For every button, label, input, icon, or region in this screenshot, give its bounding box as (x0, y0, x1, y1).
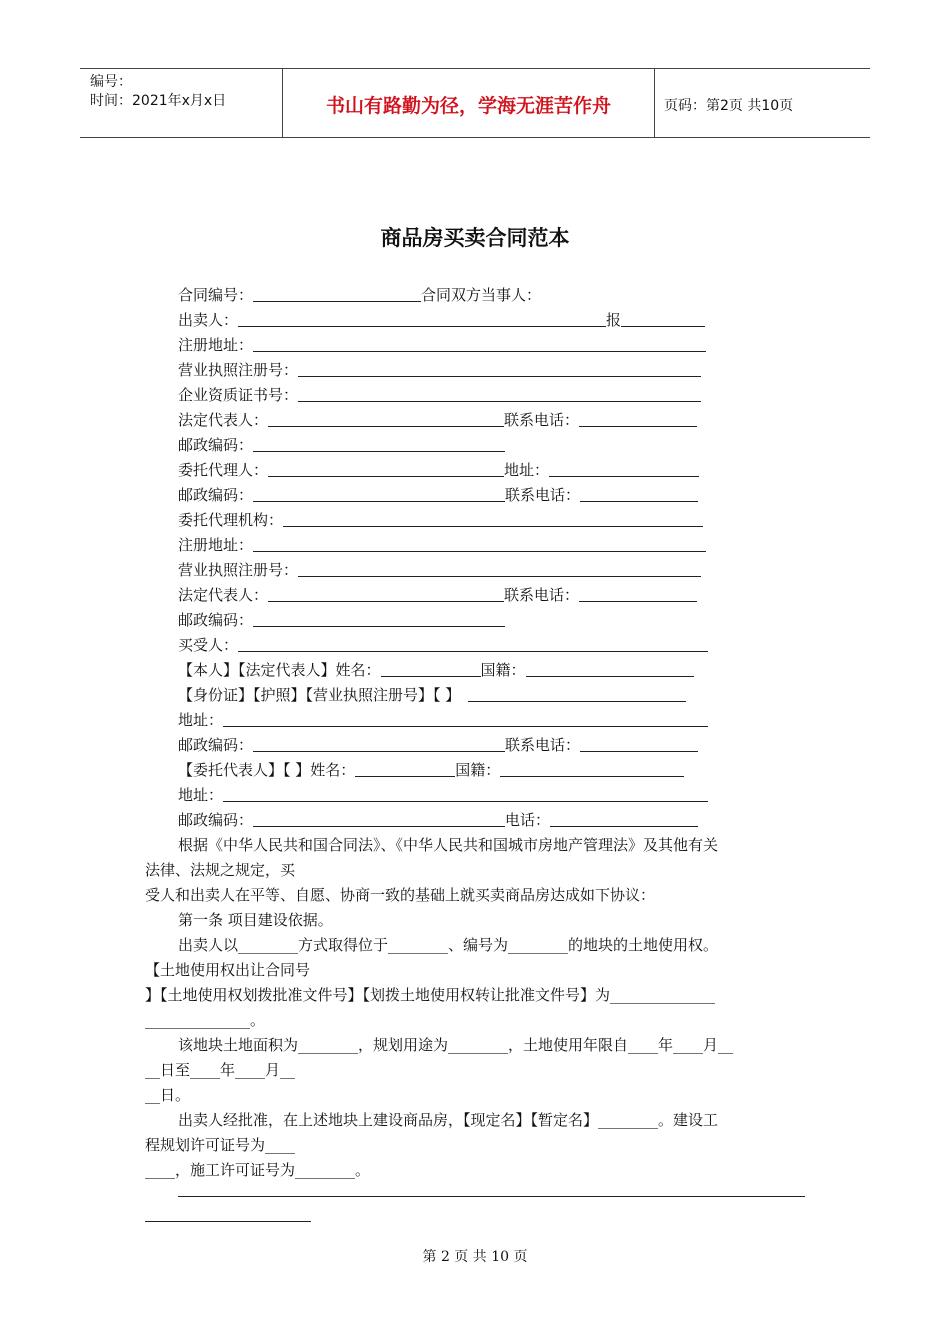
postcode-line (178, 434, 505, 456)
field-label: 【委托代表人】【 】姓名： (178, 761, 356, 779)
field-label: 注册地址： (178, 536, 254, 554)
page-footer: 第 2 页 共 10 页 (422, 1249, 528, 1265)
paragraph-line: __日至____年____月__ (145, 1061, 296, 1079)
blank-line (579, 584, 697, 602)
field-label: 联系电话： (505, 486, 581, 504)
blank-line (468, 684, 686, 702)
blank-line (580, 484, 698, 502)
legal-rep-line (178, 409, 697, 431)
blank-line (268, 409, 504, 427)
buyer-id-line (178, 684, 686, 706)
blank-line (283, 509, 703, 527)
paragraph-line: 受人和出卖人在平等、自愿、协商一致的基础上就买卖商品房达成如下协议： (145, 886, 656, 904)
buyer-address-line (178, 709, 708, 731)
field-label: 电话： (505, 811, 551, 829)
blank-line (579, 409, 697, 427)
paragraph-line: 】【土地使用权划拨批准文件号】【划拨土地使用权转让批准文件号】为______________ (145, 986, 716, 1004)
blank-line (253, 809, 505, 827)
blank-line (253, 534, 706, 552)
paragraph-line: 法律、法规之规定，买 (145, 861, 296, 879)
license-line (178, 559, 701, 581)
field-label: 国籍： (455, 761, 501, 779)
blank-line (549, 459, 699, 477)
field-label: 营业执照注册号： (178, 361, 299, 379)
field-label: 【身份证】【护照】【营业执照注册号】【 】 (178, 686, 461, 704)
blank-line (621, 309, 705, 327)
field-label: 合同双方当事人： (421, 286, 542, 304)
blank-line (253, 434, 505, 452)
blank-line (253, 484, 505, 502)
blank-line (355, 759, 455, 777)
blank-line (145, 1221, 311, 1222)
contract-number-line (178, 284, 541, 306)
agent-address-line (178, 784, 708, 806)
field-label: 地址： (504, 461, 550, 479)
paragraph-line: 【土地使用权出让合同号 (145, 961, 311, 979)
paragraph-line: ______________。 (145, 1011, 266, 1029)
field-label: 邮政编码： (178, 436, 254, 454)
field-label: 法定代表人： (178, 411, 269, 429)
doc-number-label: 编号： (90, 74, 132, 90)
postcode-tel-line (178, 809, 698, 831)
field-label: 委托代理人： (178, 461, 269, 479)
header-divider (654, 69, 655, 137)
paragraph-line: 出卖人以________方式取得位于________、编号为________的地块的土地使用权。 (178, 936, 719, 954)
blank-line (253, 284, 421, 302)
field-label: 联系电话： (505, 736, 581, 754)
blank-line (268, 459, 504, 477)
postcode-line (178, 609, 505, 631)
blank-line (238, 309, 606, 327)
qualification-line (178, 384, 701, 406)
field-label: 法定代表人： (178, 586, 269, 604)
paragraph-line: 程规划许可证号为____ (145, 1136, 296, 1154)
field-label: 邮政编码： (178, 486, 254, 504)
reg-address-line (178, 334, 706, 356)
field-label: 邮政编码： (178, 736, 254, 754)
blank-line (500, 759, 684, 777)
agency-line (178, 509, 703, 531)
field-label: 营业执照注册号： (178, 561, 299, 579)
license-line (178, 359, 701, 381)
buyer-line (178, 634, 708, 656)
article-heading: 第一条 项目建设依据。 (178, 911, 333, 929)
field-label: 买受人： (178, 636, 239, 654)
page-header (80, 68, 870, 138)
field-label: 联系电话： (504, 411, 580, 429)
reg-address-line (178, 534, 706, 556)
agent-line (178, 459, 699, 481)
paragraph-line: ____，施工许可证号为________。 (145, 1161, 371, 1179)
field-label: 委托代理机构： (178, 511, 284, 529)
blank-line (298, 359, 701, 377)
buyer-name-line (178, 659, 694, 681)
paragraph-line: 出卖人经批准，在上述地块上建设商品房，【现定名】【暂定名】________。建设工 (178, 1111, 719, 1129)
field-label: 报 (606, 311, 622, 329)
blank-line (253, 334, 706, 352)
paragraph-line: 根据《中华人民共和国合同法》、《中华人民共和国城市房地产管理法》及其他有关 (178, 836, 719, 854)
field-label: 邮政编码： (178, 611, 254, 629)
blank-line (253, 734, 505, 752)
field-label: 【本人】【法定代表人】姓名： (178, 661, 381, 679)
blank-line (298, 384, 701, 402)
blank-line (526, 659, 694, 677)
header-motto: 书山有路勤为径，学海无涯苦作舟 (325, 95, 611, 117)
blank-line (223, 784, 708, 802)
blank-line (178, 1196, 805, 1197)
field-label: 邮政编码： (178, 811, 254, 829)
header-meta (90, 73, 226, 111)
blank-line (580, 734, 698, 752)
blank-line (238, 634, 708, 652)
postcode-phone-line (178, 484, 698, 506)
paragraph-line: __日。 (145, 1086, 191, 1104)
field-label: 联系电话： (504, 586, 580, 604)
field-label: 注册地址： (178, 336, 254, 354)
header-page-info: 页码：第2页 共10页 (664, 98, 794, 114)
blank-line (223, 709, 708, 727)
blank-line (550, 809, 698, 827)
blank-line (253, 609, 505, 627)
document-title: 商品房买卖合同范本 (380, 225, 570, 250)
field-label: 地址： (178, 786, 224, 804)
paragraph-line: 该地块土地面积为________，规划用途为________，土地使用年限自____年____月__ (178, 1036, 734, 1054)
legal-rep-line (178, 584, 697, 606)
blank-line (298, 559, 701, 577)
postcode-phone-line (178, 734, 698, 756)
blank-line (268, 584, 504, 602)
field-label: 国籍： (480, 661, 526, 679)
field-label: 合同编号： (178, 286, 254, 304)
seller-line (178, 309, 705, 331)
blank-line (381, 659, 481, 677)
agent-rep-line (178, 759, 684, 781)
field-label: 地址： (178, 711, 224, 729)
doc-time-label: 时间：2021年x月x日 (90, 93, 227, 109)
field-label: 企业资质证书号： (178, 386, 299, 404)
field-label: 出卖人： (178, 311, 239, 329)
